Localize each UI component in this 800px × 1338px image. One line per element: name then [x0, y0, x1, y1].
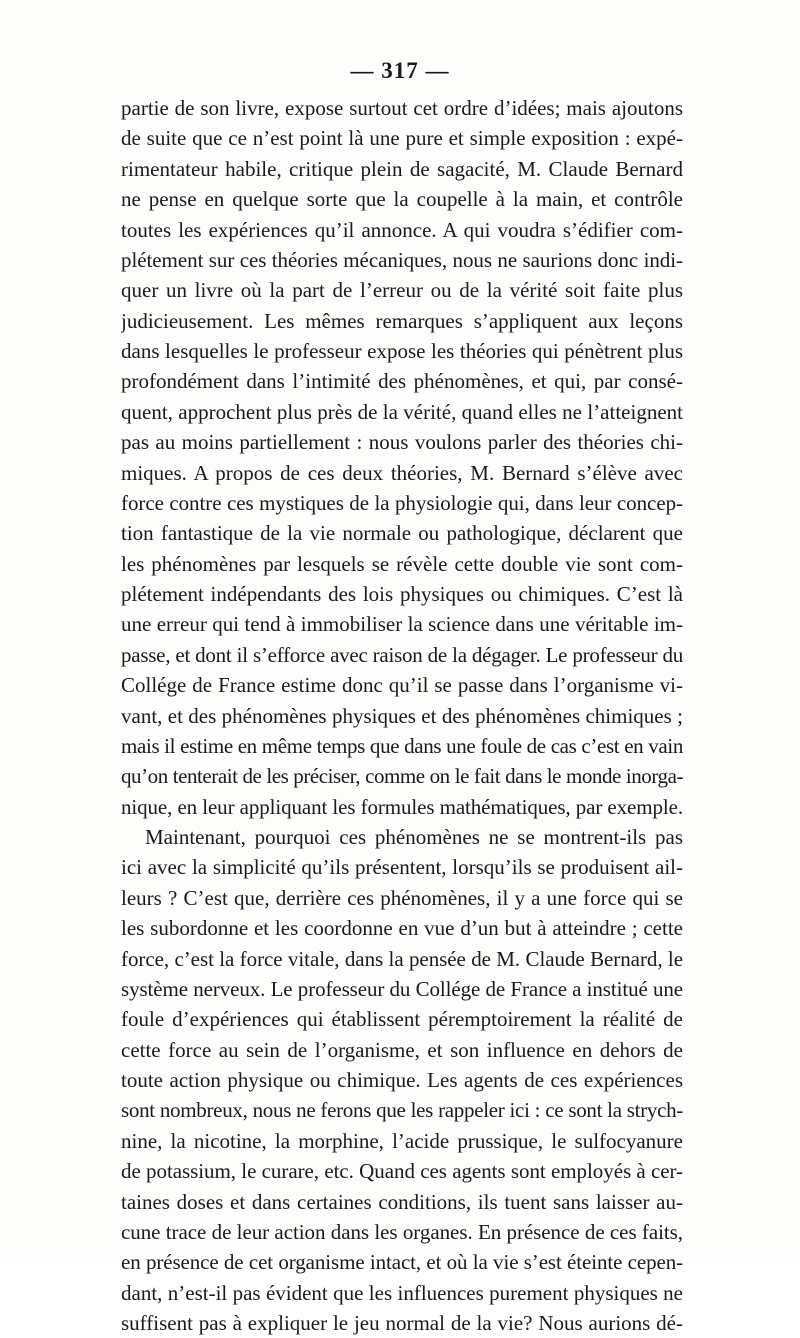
- text-line: toutes les expériences qu’il annonce. A qui voudra s’édifier com-: [121, 217, 683, 242]
- text-line: vant, et des phénomènes physiques et des phénomènes chimiques ;: [121, 703, 683, 728]
- text-line: leurs ? C’est que, derrière ces phénomènes, il y a une force qui se: [121, 885, 683, 910]
- text-line: une erreur qui tend à immobiliser la science dans une véritable im-: [121, 612, 683, 637]
- text-line: cette force au sein de l’organisme, et son influence en dehors de: [121, 1037, 683, 1062]
- text-line: quer un livre où la part de l’erreur ou de la vérité soit faite plus: [121, 278, 683, 303]
- text-line: de suite que ce n’est point là une pure et simple exposition : expé-: [121, 126, 683, 151]
- text-line: ne pense en quelque sorte que la coupelle à la main, et contrôle: [121, 187, 683, 212]
- text-line: toute action physique ou chimique. Les agents de ces expériences: [121, 1068, 683, 1092]
- text-line: qu’on tenterait de les préciser, comme on le fait dans le monde inorga-: [121, 764, 683, 789]
- text-line: judicieusement. Les mêmes remarques s’appliquent aux leçons: [121, 308, 683, 333]
- text-line: nine, la nicotine, la morphine, l’acide prussique, le sulfocyanure: [121, 1128, 683, 1153]
- text-line: force contre ces mystiques de la physiologie qui, dans leur concep-: [121, 490, 683, 515]
- text-line: rimentateur habile, critique plein de sagacité, M. Claude Bernard: [121, 156, 683, 181]
- text-line: profondément dans l’intimité des phénomènes, et qui, par consé-: [121, 369, 683, 394]
- text-line: dant, n’est-il pas évident que les influences purement physiques ne: [121, 1280, 683, 1305]
- text-line: quent, approchent plus près de la vérité, quand elles ne l’atteignent: [121, 399, 683, 424]
- paragraph-start-line: Maintenant, pourquoi ces phénomènes ne se montrent-ils pas: [145, 825, 683, 849]
- text-line: passe, et dont il s’efforce avec raison de la dégager. Le professeur du: [121, 642, 683, 667]
- text-line: les phénomènes par lesquels se révèle cette double vie sont com-: [121, 551, 683, 576]
- text-line: en présence de cet organisme intact, et où la vie s’est éteinte cepen-: [121, 1250, 683, 1275]
- text-line: sont nombreux, nous ne ferons que les rappeler ici : ce sont la strych-: [121, 1098, 683, 1123]
- body-text: [121, 93, 683, 1338]
- text-line: foule d’expériences qui établissent péremptoirement la réalité de: [121, 1007, 683, 1032]
- text-line: pas au moins partiellement : nous voulons parler des théories chi-: [121, 430, 683, 455]
- text-line: ici avec la simplicité qu’ils présentent, lorsqu’ils se produisent ail-: [121, 855, 683, 880]
- text-line: mais il estime en même temps que dans une foule de cas c’est en vain: [121, 733, 683, 758]
- text-line: suffisent pas à expliquer le jeu normal de la vie? Nous aurions dé-: [121, 1311, 683, 1335]
- text-line: de potassium, le curare, etc. Quand ces agents sont employés à cer-: [121, 1159, 683, 1184]
- page-number: — 317 —: [350, 58, 450, 83]
- text-line: force, c’est la force vitale, dans la pensée de M. Claude Bernard, le: [121, 946, 683, 971]
- text-line: dans lesquelles le professeur expose les théories qui pénètrent plus: [121, 339, 683, 363]
- text-line: cune trace de leur action dans les organes. En présence de ces faits,: [121, 1219, 683, 1244]
- text-line: les subordonne et les coordonne en vue d’un but à atteindre ; cette: [121, 916, 683, 941]
- text-line: tion fantastique de la vie normale ou pathologique, déclarent que: [121, 521, 683, 546]
- text-line: plétement indépendants des lois physiques ou chimiques. C’est là: [121, 582, 683, 606]
- text-line: système nerveux. Le professeur du Collége de France a institué une: [121, 976, 683, 1001]
- text-line: plétement sur ces théories mécaniques, nous ne saurions donc indi-: [121, 247, 683, 272]
- text-line: Collége de France estime donc qu’il se passe dans l’organisme vi-: [121, 673, 683, 698]
- text-line: partie de son livre, expose surtout cet ordre d’idées; mais ajoutons: [121, 96, 683, 120]
- text-line: taines doses et dans certaines conditions, ils tuent sans laisser au-: [121, 1189, 683, 1214]
- paragraph-end-line: nique, en leur appliquant les formules mathématiques, par exemple.: [121, 794, 683, 819]
- text-line: miques. A propos de ces deux théories, M. Bernard s’élève avec: [121, 460, 683, 485]
